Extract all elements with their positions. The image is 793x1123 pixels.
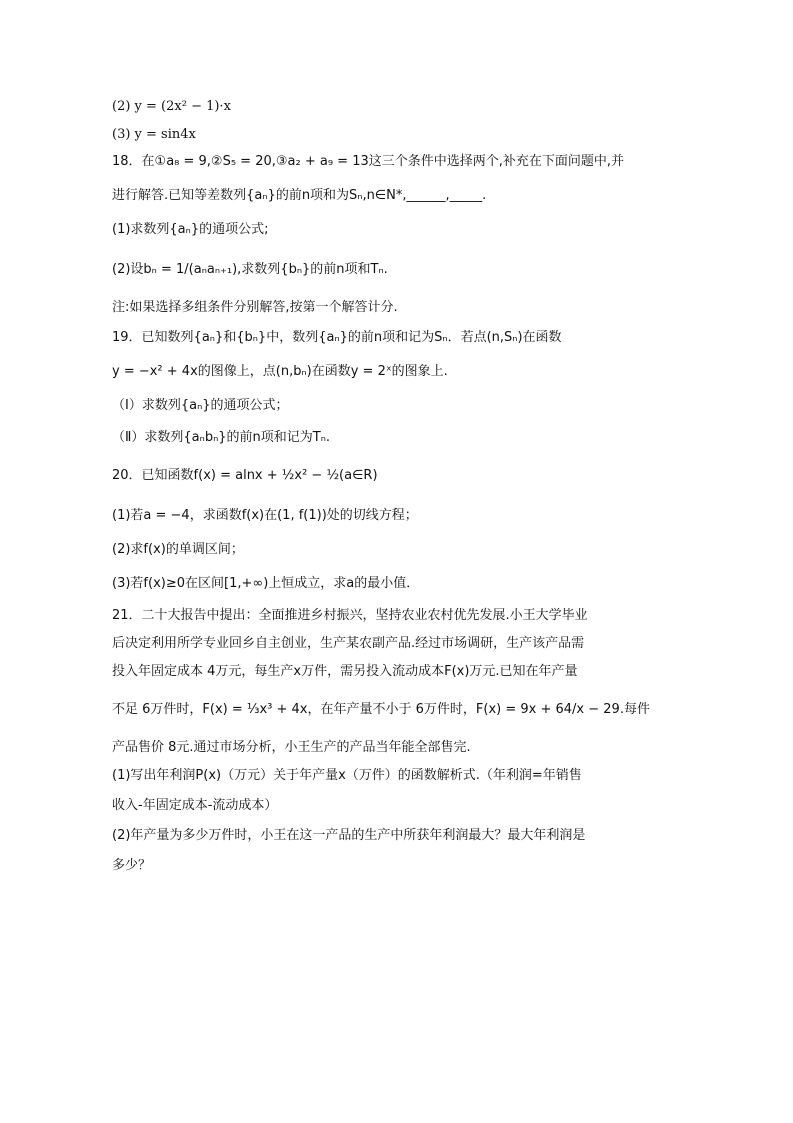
q17-part2: (2) y = (2x² − 1)·x [112,99,231,114]
q21-stem-line2: 后决定利用所学专业回乡自主创业，生产某农副产品.经过市场调研，生产该产品需 [112,636,585,651]
q21-stem-line3: 投入年固定成本 4万元，每生产x万件，需另投入流动成本F(x)万元.已知在年产量 [112,664,578,679]
q18-part1: (1)求数列{aₙ}的通项公式; [112,222,269,237]
q18-stem-line2: 进行解答.已知等差数列{aₙ}的前n项和为Sₙ,n∈N*,______,_____. [112,188,487,203]
q21-part1-line1: (1)写出年利润P(x)（万元）关于年产量x（万件）的函数解析式.（年利润=年销售 [112,768,582,783]
q19-stem-line1: 19．已知数列{aₙ}和{bₙ}中，数列{aₙ}的前n项和记为Sₙ．若点(n,Sₙ)在函数 [112,330,562,345]
q20-stem: 20．已知函数f(x) = alnx + ½x² − ½(a∈R) [112,468,378,483]
q18-stem-line1: 18．在①a₈ = 9,②S₅ = 20,③a₂ + a₉ = 13这三个条件中选择两个,补充在下面问题中,并 [112,154,625,169]
q19-stem-line2: y = −x² + 4x的图像上，点(n,bₙ)在函数y = 2ˣ的图象上. [112,364,448,379]
q21-stem-line1: 21．二十大报告中提出：全面推进乡村振兴，坚持农业农村优先发展.小王大学毕业 [112,608,588,623]
q18-note: 注:如果选择多组条件分别解答,按第一个解答计分. [112,300,398,315]
q21-part2-line2: 多少？ [112,858,152,873]
q17-part3: (3) y = sin4x [112,127,196,142]
q20-part3: (3)若f(x)≥0在区间[1,+∞)上恒成立，求a的最小值． [112,576,420,591]
q21-part2-line1: (2)年产量为多少万件时，小王在这一产品的生产中所获年利润最大？最大年利润是 [112,828,586,843]
q20-part1: (1)若a = −4，求函数f(x)在(1, f(1))处的切线方程； [112,508,418,523]
q19-part2: （Ⅱ）求数列{aₙbₙ}的前n项和记为Tₙ. [112,430,331,445]
q21-part1-line2: 收入-年固定成本-流动成本） [112,798,278,813]
q21-stem-line5: 产品售价 8元.通过市场分析，小王生产的产品当年能全部售完. [112,740,471,755]
q21-stem-line4: 不足 6万件时，F(x) = ⅓x³ + 4x，在年产量不小于 6万件时，F(x) = 9x + 64/x − 29.每件 [112,702,650,717]
q18-part2: (2)设bₙ = 1/(aₙaₙ₊₁),求数列{bₙ}的前n项和Tₙ. [112,262,388,277]
q19-part1: （Ⅰ）求数列{aₙ}的通项公式； [112,398,289,413]
q20-part2: (2)求f(x)的单调区间； [112,542,244,557]
